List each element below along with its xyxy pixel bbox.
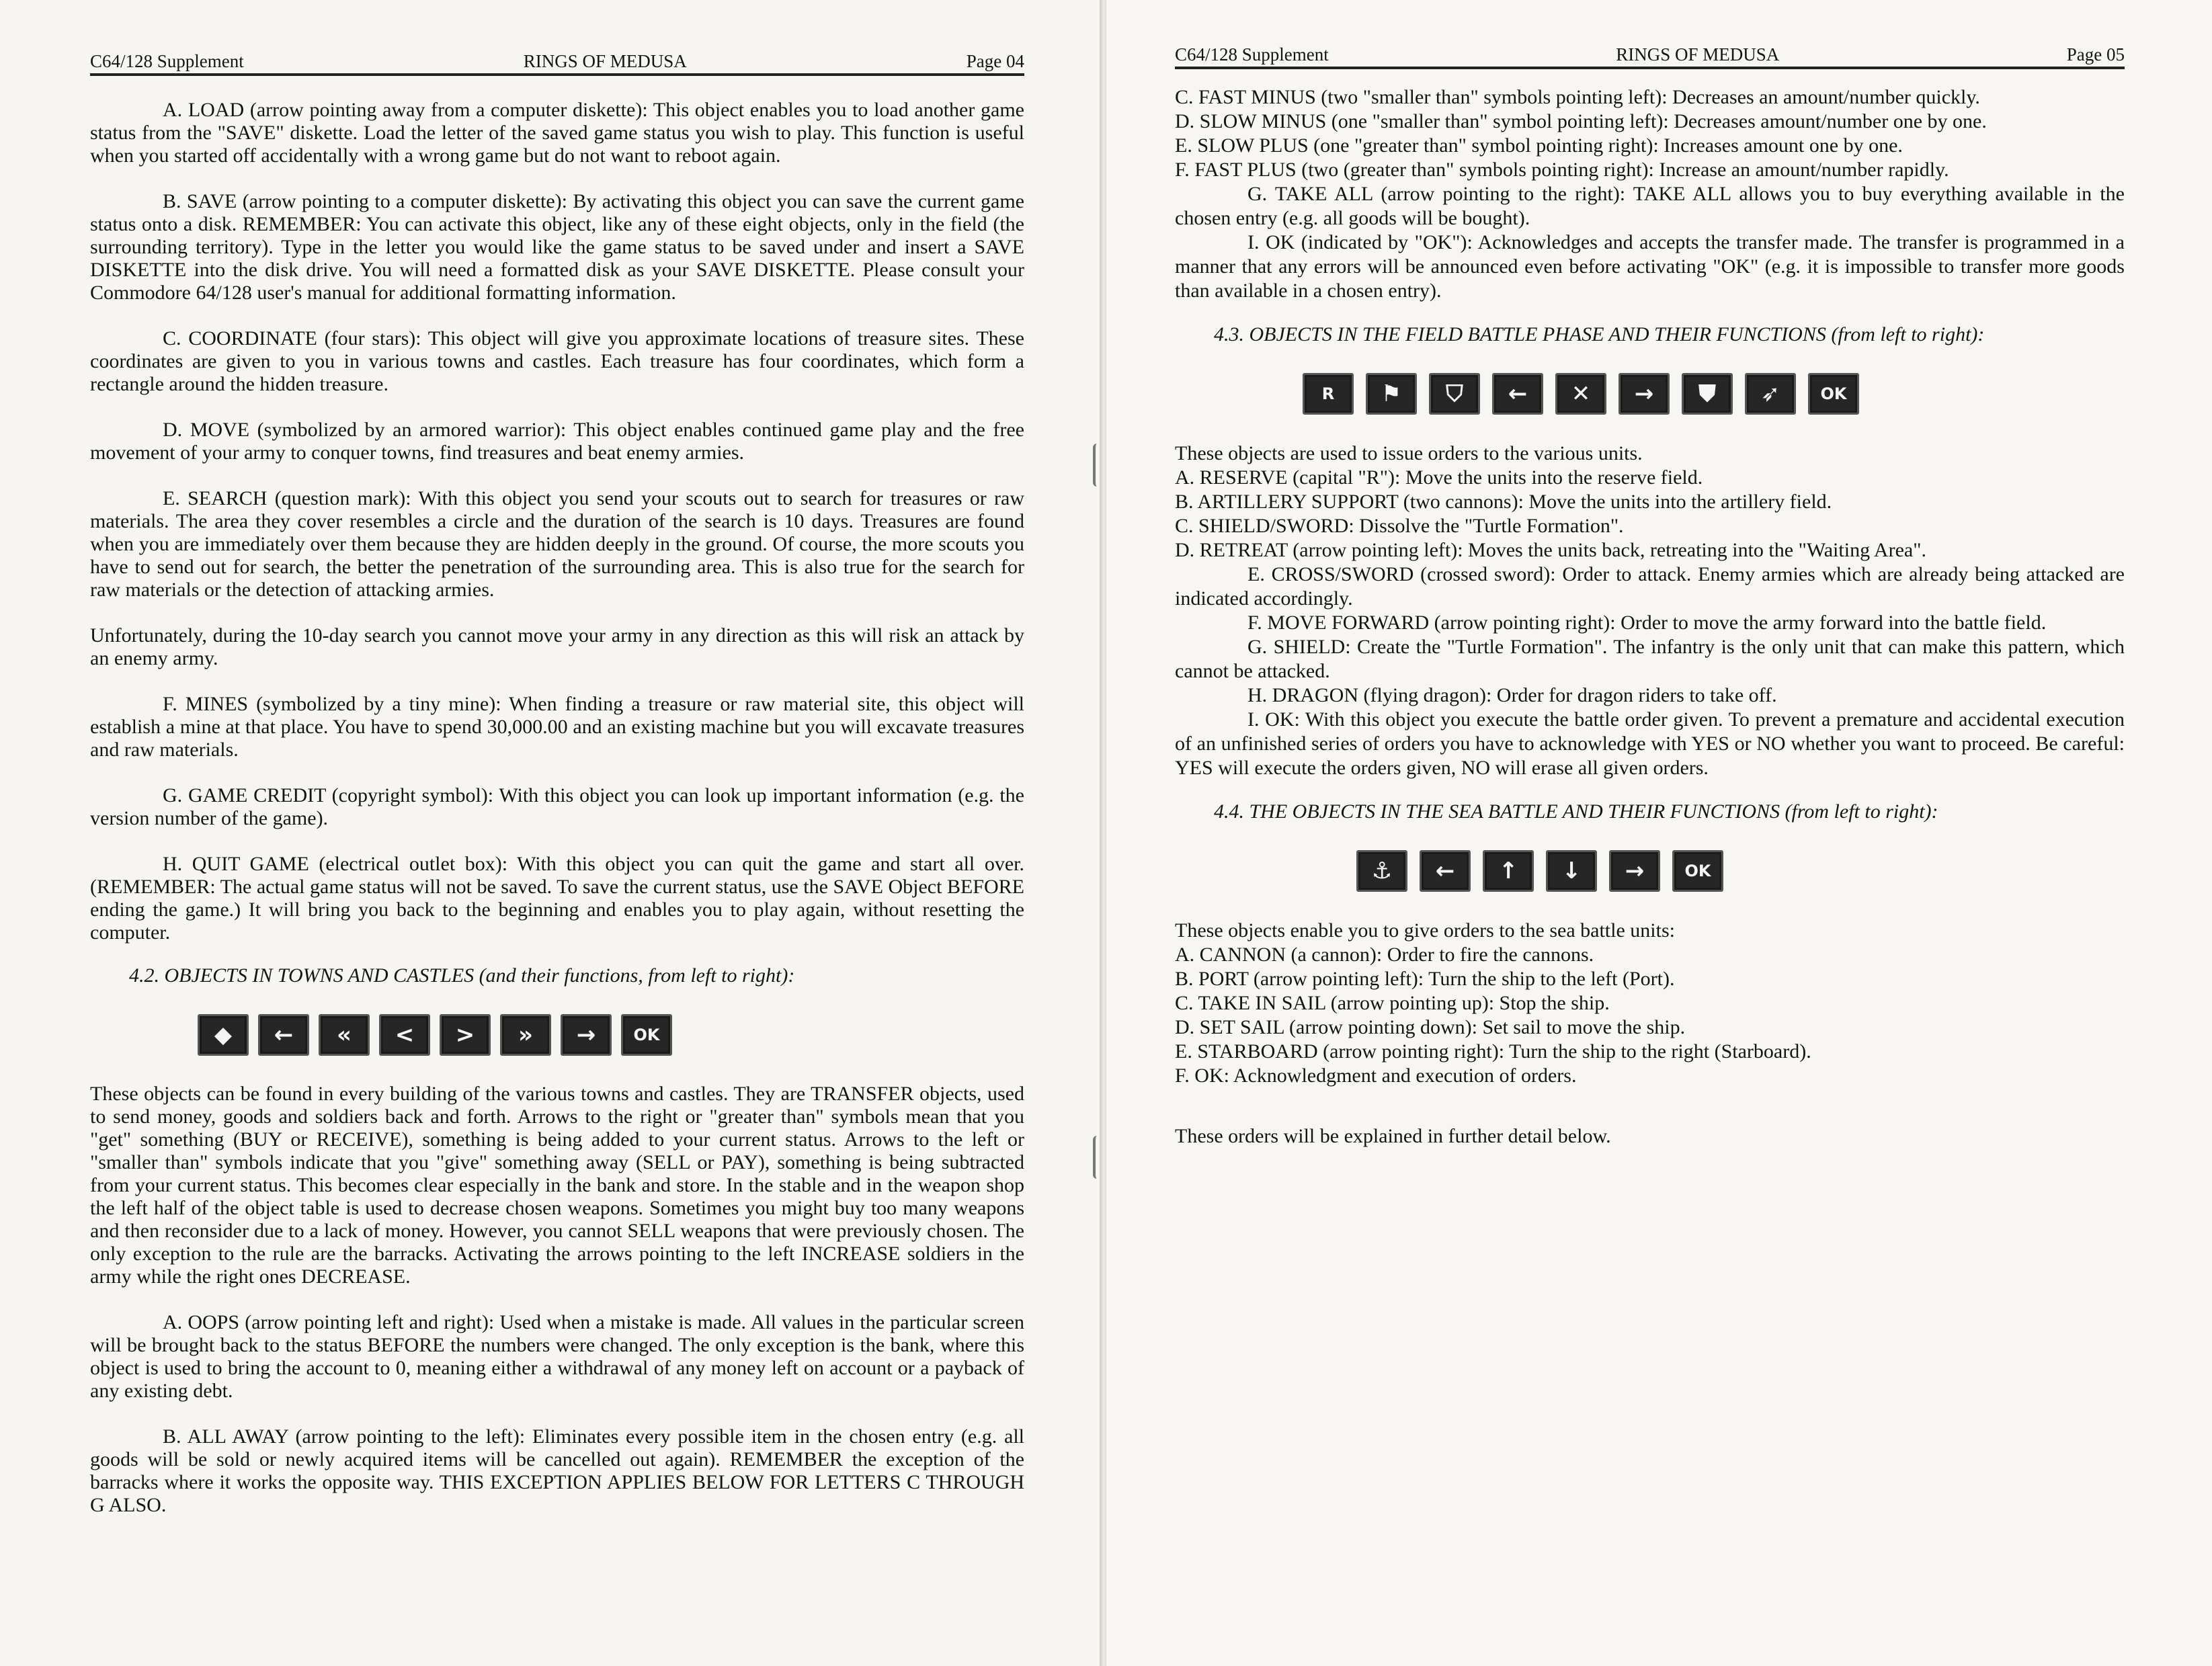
move-forward-icon: → <box>1619 373 1670 415</box>
paragraph-save: B. SAVE (arrow pointing to a computer diskette): By activating this object you can save the current game status onto a disk. REMEMBER: You can activate this object, like any of these eight objects, only in the field (the surrounding territory). Type in the letter you would like the game status to be saved under and insert a SAVE DISKETTE into the disk drive. You will need a formatted disk as your SAVE DISKETTE. Please consult your Commodore 64/128 user's manual for additional formatting information. <box>90 190 1024 304</box>
header-supplement: C64/128 Supplement <box>1175 44 1329 65</box>
header-title: RINGS OF MEDUSA <box>523 51 687 71</box>
item-starboard: E. STARBOARD (arrow pointing right): Turn the ship to the right (Starboard). <box>1175 1040 1811 1063</box>
item-ok: F. OK: Acknowledgment and execution of orders. <box>1175 1065 1577 1087</box>
item-slow-plus: E. SLOW PLUS (one "greater than" symbol pointing right): Increases amount one by one. <box>1175 134 1903 157</box>
paragraph-transfer: These objects can be found in every building of the various towns and castles. They are TRANSFER objects, used to send money, goods and soldiers back and forth. Arrows to the right or "greater than" symbols mean that you "get" something (BUY or RECEIVE), something is being added to your current status. Arrows to the left or "smaller than" symbols indicate that you "give" something away (SELL or PAY), something is being subtracted from your current status. This becomes clear especially in the bank and store. In the stable and in the weapon shop the left half of the object table is used to decrease chosen weapons. Sometimes you might buy too many weapons and then reconsider due to a lack of money. However, you cannot SELL weapons that were previously chosen. The only exception to the rule are the barracks. Activating the arrows pointing to the left INCREASE soldiers in the army while the right ones DECREASE. <box>90 1083 1024 1288</box>
item-slow-minus: D. SLOW MINUS (one "smaller than" symbol pointing left): Decreases amount/number one by one. <box>1175 110 1987 132</box>
section-heading-field-battle: 4.3. OBJECTS IN THE FIELD BATTLE PHASE AND THEIR FUNCTIONS (from left to right): <box>1214 323 1985 345</box>
item-fast-plus: F. FAST PLUS (two (greater than" symbols pointing right): Increase an amount/number rapidly. <box>1175 159 1949 181</box>
fast-minus-icon: « <box>319 1014 370 1056</box>
paragraph-ok: I. OK (indicated by "OK"): Acknowledges and accepts the transfer made. The transfer is programmed in a manner that any errors will be announced even before activating "OK" (e.g. it is impossible to transfer more goods than available in a chosen entry). <box>1175 231 2125 302</box>
paragraph-battle-ok: I. OK: With this object you execute the battle order given. To prevent a premature and accidental execution of an unfinished series of orders you have to acknowledge with YES or NO whether you want to proceed. Be careful: YES will execute the orders given, NO will erase all given orders. <box>1175 708 2125 779</box>
cannon-icon: ⚓ <box>1356 850 1407 892</box>
take-in-sail-icon: ↑ <box>1483 850 1534 892</box>
paragraph-cross-sword: E. CROSS/SWORD (crossed sword): Order to attack. Enemy armies which are already being attacked are indicated accordingly. <box>1175 563 2125 610</box>
sea-battle-icon-row <box>1356 850 2125 892</box>
section-heading-towns: 4.2. OBJECTS IN TOWNS AND CASTLES (and their functions, from left to right): <box>129 964 795 987</box>
paragraph-load: A. LOAD (arrow pointing away from a computer diskette): This object enables you to load another game status from the "SAVE" diskette. Load the letter of the saved game status you wish to play. This function is useful when you started off accidentally with a wrong game but do not want to reboot again. <box>90 99 1024 167</box>
paragraph-take-all: G. TAKE ALL (arrow pointing to the right): TAKE ALL allows you to buy everything available in the chosen entry (e.g. all goods will be bought). <box>1175 183 2125 229</box>
page-header <box>1175 44 2125 69</box>
paragraph-closing: These orders will be explained in further detail below. <box>1175 1125 1611 1147</box>
shield-sword-icon: ⛉ <box>1429 373 1480 415</box>
ok-icon: OK <box>621 1014 672 1056</box>
staple <box>1093 444 1102 487</box>
retreat-icon: ← <box>1492 373 1543 415</box>
field-battle-icon-row <box>1303 373 2125 415</box>
item-artillery: B. ARTILLERY SUPPORT (two cannons): Move the units into the artillery field. <box>1175 491 1832 513</box>
header-title: RINGS OF MEDUSA <box>1616 44 1780 65</box>
all-away-icon: ← <box>258 1014 309 1056</box>
item-reserve: A. RESERVE (capital "R"): Move the units into the reserve field. <box>1175 466 1703 489</box>
fast-plus-icon: » <box>500 1014 551 1056</box>
header-page-number: Page 05 <box>2066 44 2125 65</box>
paragraph-quit-game: H. QUIT GAME (electrical outlet box): With this object you can quit the game and start all over. (REMEMBER: The actual game status will not be saved. To save the current status, use the SAVE Object BEFORE ending the game.) It will bring you back to the beginning and enables you to play again, without resetting the computer. <box>90 853 1024 944</box>
item-retreat: D. RETREAT (arrow pointing left): Moves the units back, retreating into the "Waiting Area". <box>1175 539 1926 561</box>
paragraph-move-forward: F. MOVE FORWARD (arrow pointing right): Order to move the army forward into the battle field. <box>1247 612 2047 634</box>
page-header <box>90 51 1024 76</box>
set-sail-icon: ↓ <box>1546 850 1597 892</box>
artillery-icon: ⚑ <box>1366 373 1417 415</box>
dragon-icon: ➶ <box>1745 373 1796 415</box>
reserve-icon: R <box>1303 373 1354 415</box>
paragraph-mines: F. MINES (symbolized by a tiny mine): When finding a treasure or raw material site, this object will establish a mine at that place. You have to spend 30,000.00 and an existing machine but you will excavate treasures and raw materials. <box>90 693 1024 761</box>
slow-plus-icon: > <box>440 1014 491 1056</box>
paragraph-search: E. SEARCH (question mark): With this object you send your scouts out to search for treasures or raw materials. The area they cover resembles a circle and the duration of the search is 10 days. Treasures are found when you are immediately over them because they are hidden deeply in the ground. Of course, the more scouts you have to send out for search, the better the penetration of the surrounding area. This is also true for the search for raw materials or the detection of attacking armies. <box>90 487 1024 601</box>
item-set-sail: D. SET SAIL (arrow pointing down): Set sail to move the ship. <box>1175 1016 1686 1038</box>
item-take-in-sail: C. TAKE IN SAIL (arrow pointing up): Stop the ship. <box>1175 992 1610 1014</box>
slow-minus-icon: < <box>379 1014 430 1056</box>
right-page <box>1106 0 2212 1666</box>
paragraph-sea-intro: These objects enable you to give orders to the sea battle units: <box>1175 919 1675 942</box>
port-icon: ← <box>1420 850 1471 892</box>
item-fast-minus: C. FAST MINUS (two "smaller than" symbols pointing left): Decreases an amount/number quickly. <box>1175 86 1980 108</box>
oops-icon: ◆ <box>198 1014 249 1056</box>
header-page-number: Page 04 <box>966 51 1024 71</box>
crossed-swords-icon: ✕ <box>1555 373 1606 415</box>
shield-icon: ⛊ <box>1682 373 1733 415</box>
paragraph-all-away: B. ALL AWAY (arrow pointing to the left): Eliminates every possible item in the chosen entry (e.g. all goods will be sold or newly acquired items will be cancelled out again). REMEMBER the exception of the barracks where it works the opposite way. THIS EXCEPTION APPLIES BELOW FOR LETTERS C THROUGH G ALSO. <box>90 1425 1024 1516</box>
staple <box>1093 1136 1102 1179</box>
paragraph-game-credit: G. GAME CREDIT (copyright symbol): With this object you can look up important information (e.g. the version number of the game). <box>90 784 1024 829</box>
item-cannon: A. CANNON (a cannon): Order to fire the cannons. <box>1175 944 1594 966</box>
paragraph-shield: G. SHIELD: Create the "Turtle Formation". The infantry is the only unit that can make this pattern, which cannot be attacked. <box>1175 636 2125 682</box>
take-all-icon: → <box>561 1014 612 1056</box>
starboard-icon: → <box>1609 850 1660 892</box>
paragraph-oops: A. OOPS (arrow pointing left and right): Used when a mistake is made. All values in the particular screen will be brought back to the status BEFORE the numbers were changed. The only exception is the bank, where this object is used to bring the account to 0, meaning either a withdrawal of any money left on account or a payback of any existing debt. <box>90 1311 1024 1402</box>
paragraph-coordinate: C. COORDINATE (four stars): This object will give you approximate locations of treasure sites. These coordinates are given to you in various towns and castles. Each treasure has four coordinates, which form a rectangle around the hidden treasure. <box>90 327 1024 395</box>
section-heading-sea-battle: 4.4. THE OBJECTS IN THE SEA BATTLE AND THEIR FUNCTIONS (from left to right): <box>1214 800 1938 823</box>
town-icon-row <box>198 1014 1024 1056</box>
ok-icon: OK <box>1672 850 1723 892</box>
paragraph-field-intro: These objects are used to issue orders to the various units. <box>1175 442 1643 464</box>
ok-icon: OK <box>1808 373 1859 415</box>
left-page <box>0 0 1102 1666</box>
paragraph-move: D. MOVE (symbolized by an armored warrior): This object enables continued game play and the free movement of your army to conquer towns, find treasures and beat enemy armies. <box>90 419 1024 464</box>
item-shield-sword: C. SHIELD/SWORD: Dissolve the "Turtle Formation". <box>1175 515 1624 537</box>
paragraph-dragon: H. DRAGON (flying dragon): Order for dragon riders to take off. <box>1247 684 1777 706</box>
item-port: B. PORT (arrow pointing left): Turn the ship to the left (Port). <box>1175 968 1675 990</box>
header-supplement: C64/128 Supplement <box>90 51 244 71</box>
paragraph-search-note: Unfortunately, during the 10-day search you cannot move your army in any direction as this will risk an attack by an enemy army. <box>90 624 1024 669</box>
